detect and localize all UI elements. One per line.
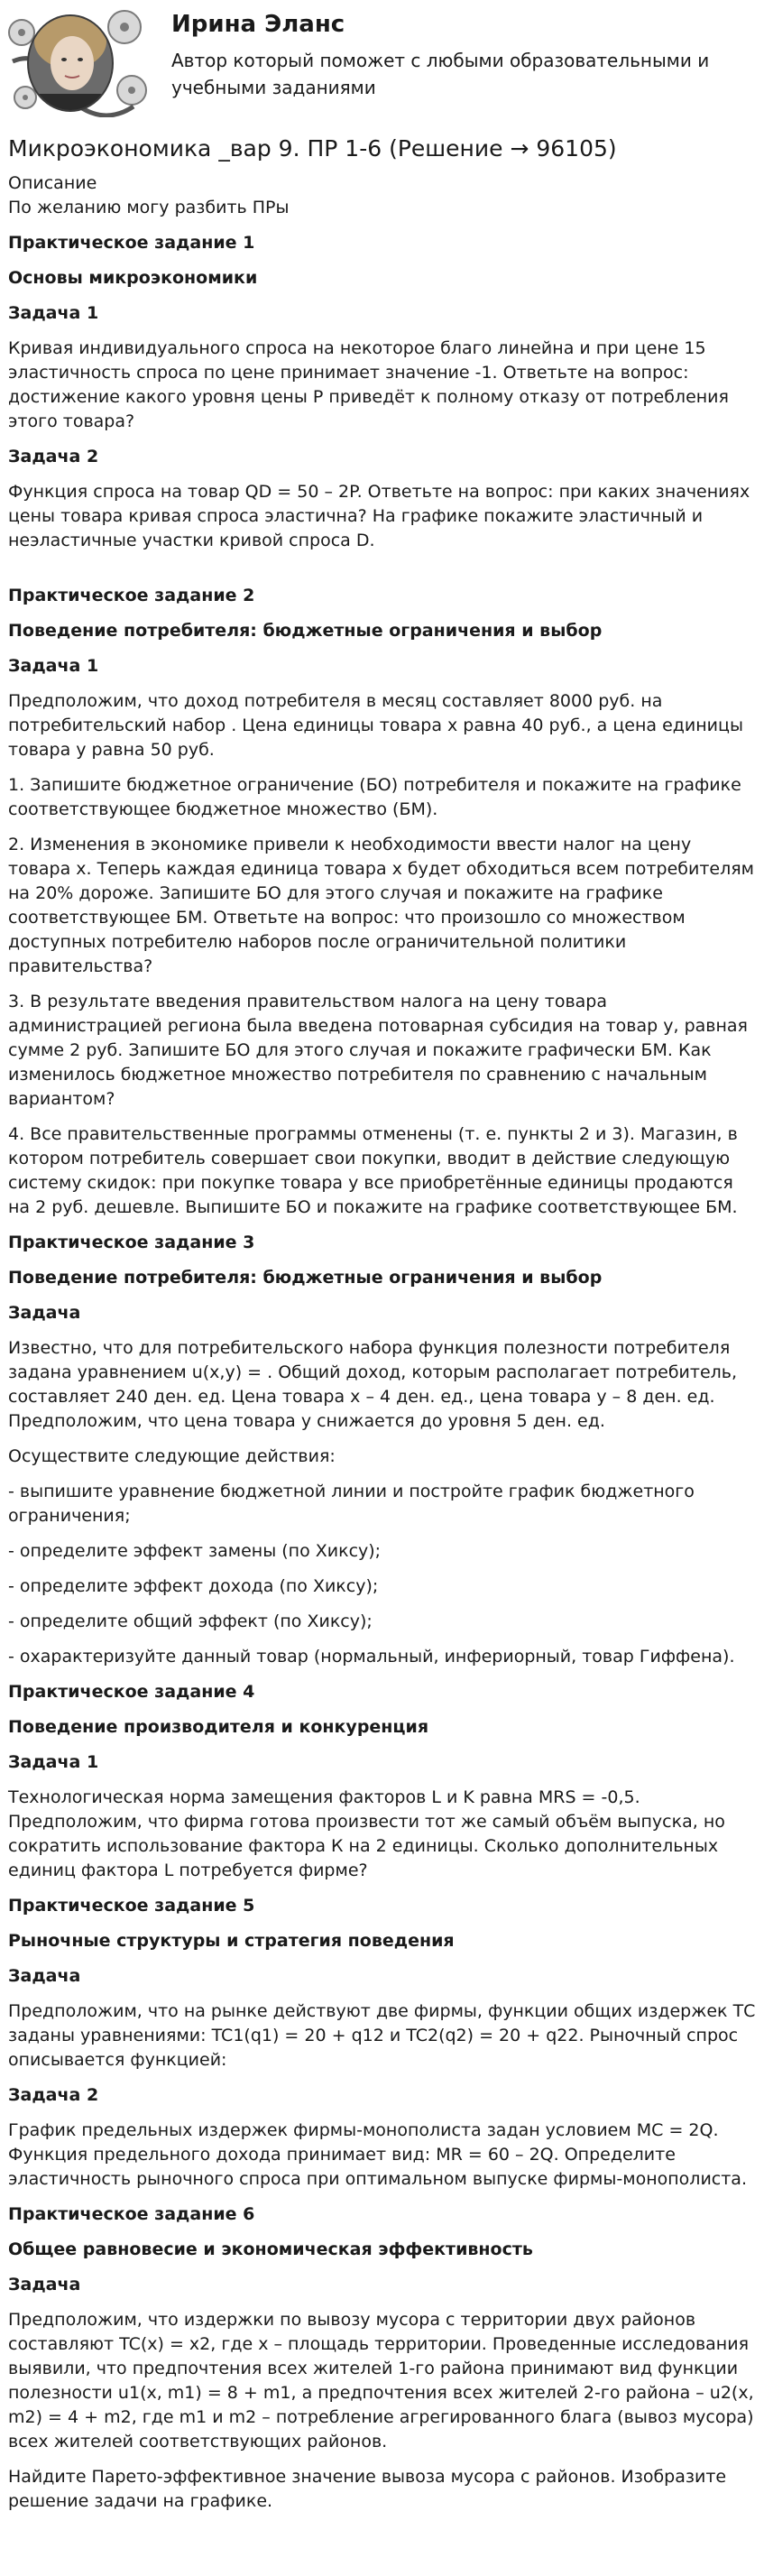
task-paragraph: График предельных издержек фирмы-монополиста задан условием MC = 2Q. Функция предельного дохода принимает вид: MR = 60 – 2Q. Определите эластичность рыночного спроса при оптимальном выпуске фирмы-монополиста. bbox=[8, 2120, 747, 2189]
section-heading: Задача bbox=[8, 2275, 81, 2294]
section-heading: Поведение потребителя: бюджетные ограничения и выбор bbox=[8, 1268, 603, 1288]
section-spacer bbox=[8, 564, 756, 584]
section-heading: Практическое задание 6 bbox=[8, 2204, 255, 2224]
avatar-image bbox=[7, 7, 150, 117]
task-paragraph: Технологическая норма замещения факторов L и K равна MRS = -0,5. Предположим, что фирма готова произвести тот же самый объём выпуска, но сократить использование фактора К на 2 единицы. Сколько дополнительных единиц фактора L потребуется фирме? bbox=[8, 1787, 725, 1880]
section-heading: Практическое задание 3 bbox=[8, 1233, 255, 1252]
section-heading: Основы микроэкономики bbox=[8, 268, 258, 288]
section-heading: Общее равновесие и экономическая эффективность bbox=[8, 2239, 533, 2259]
task-paragraph: Известно, что для потребительского набора функция полезности потребителя задана уравнением u(x,y) = . Общий доход, которым располагает потребитель, составляет 240 ден. ед. Цена товара х – 4 ден. ед., цена товара у – 8 ден. ед. Предположим, что цена товара у снижается до уровня 5 ден. ед. bbox=[8, 1338, 738, 1431]
author-description: Автор который поможет с любыми образовательными и учебными заданиями bbox=[171, 50, 710, 98]
section-heading: Задача 2 bbox=[8, 447, 99, 466]
section-heading: Задача bbox=[8, 1303, 81, 1323]
task-paragraph: Функция спроса на товар QD = 50 – 2P. Ответьте на вопрос: при каких значениях цены товара кривая спроса эластична? На графике покажите эластичный и неэластичные участки кривой спроса D. bbox=[8, 482, 750, 550]
task-paragraph: Кривая индивидуального спроса на некоторое благо линейна и при цене 15 эластичность спроса по цене принимает значение -1. Ответьте на вопрос: достижение какого уровня цены Р приведёт к полному отказу от потребления этого товара? bbox=[8, 338, 729, 431]
task-paragraph: Осуществите следующие действия: bbox=[8, 1446, 336, 1466]
task-paragraph: Предположим, что на рынке действуют две фирмы, функции общих издержек ТС заданы уравнениями: TC1(q1) = 20 + q12 и TC2(q2) = 20 + q22. Рыночный спрос описывается функцией: bbox=[8, 2001, 756, 2070]
task-paragraph: 4. Все правительственные программы отменены (т. е. пункты 2 и 3). Магазин, в котором потребитель совершает свои покупки, вводит в действие следующую систему скидок: при покупке товара у все приобретённые единицы продаются на 2 руб. дешевле. Выпишите БО и покажите на графике соответствующее БМ. bbox=[8, 1124, 738, 1217]
section-heading: Задача 1 bbox=[8, 656, 99, 676]
author-info bbox=[171, 7, 713, 101]
section-heading: Практическое задание 4 bbox=[8, 1682, 255, 1702]
task-paragraph: - охарактеризуйте данный товар (нормальный, инфериорный, товар Гиффена). bbox=[8, 1647, 735, 1667]
section-heading: Рыночные структуры и стратегия поведения bbox=[8, 1931, 455, 1951]
section-heading: Поведение производителя и конкуренция bbox=[8, 1717, 429, 1737]
author-header bbox=[0, 0, 764, 125]
task-paragraph: - выпишите уравнение бюджетной линии и постройте график бюджетного ограничения; bbox=[8, 1482, 695, 1526]
section-heading: Поведение потребителя: бюджетные ограничения и выбор bbox=[8, 621, 603, 641]
task-paragraph: Предположим, что издержки по вывозу мусора с территории двух районов составляют TC(x) = x2, где х – площадь территории. Проведенные исследования выявили, что предпочтения всех жителей 1-го района принимают вид функции полезности u1(x, m1) = 8 + m1, а предпочтения всех жителей 2-го района – u2(x, m2) = 4 + m2, где m1 и m2 – потребление агрегированного блага (вывоз мусора) всех жителей соответствующих районов. bbox=[8, 2310, 754, 2451]
task-paragraph: - определите общий эффект (по Хиксу); bbox=[8, 1611, 373, 1631]
task-paragraph: 2. Изменения в экономике привели к необходимости ввести налог на цену товара х. Теперь каждая единица товара х будет обходиться всем потребителям на 20% дороже. Запишите БО для этого случая и покажите на графике соответствующее БМ. Ответьте на вопрос: что произошло со множеством доступных потребителю наборов после ограничительной политики правительства? bbox=[8, 835, 754, 976]
task-paragraph: - определите эффект дохода (по Хиксу); bbox=[8, 1576, 379, 1596]
document-title: Микроэкономика _вар 9. ПР 1-6 (Решение → 96105) bbox=[8, 135, 617, 162]
description-label: Описание bbox=[8, 173, 97, 193]
task-paragraph: Предположим, что доход потребителя в месяц составляет 8000 руб. на потребительский набор . Цена единицы товара х равна 40 руб., а цена единицы товара у равна 50 руб. bbox=[8, 691, 743, 760]
author-avatar[interactable] bbox=[7, 7, 150, 117]
task-paragraph: - определите эффект замены (по Хиксу); bbox=[8, 1541, 382, 1561]
section-heading: Задача 1 bbox=[8, 1752, 99, 1772]
section-heading: Практическое задание 2 bbox=[8, 586, 255, 605]
task-paragraph: 1. Запишите бюджетное ограничение (БО) потребителя и покажите на графике соответствующее бюджетное множество (БМ). bbox=[8, 775, 741, 819]
author-name[interactable]: Ирина Эланс bbox=[171, 11, 345, 38]
section-heading: Практическое задание 1 bbox=[8, 233, 255, 253]
section-heading: Практическое задание 5 bbox=[8, 1896, 255, 1916]
description-note: По желанию могу разбить ПРы bbox=[8, 198, 290, 217]
task-paragraph: 3. В результате введения правительством налога на цену товара администрацией региона была введена потоварная субсидия на товар у, равная сумме 2 руб. Запишите БО для этого случая и покажите графически БМ. Как изменилось бюджетное множество потребителя по сравнению с начальным вариантом? bbox=[8, 992, 748, 1109]
task-paragraph: Найдите Парето-эффективное значение вывоза мусора с районов. Изобразите решение задачи на графике. bbox=[8, 2467, 727, 2511]
section-heading: Задача 2 bbox=[8, 2085, 99, 2105]
document-content bbox=[0, 134, 764, 2514]
task-list bbox=[8, 231, 756, 2514]
section-heading: Задача 1 bbox=[8, 303, 99, 323]
section-heading: Задача bbox=[8, 1966, 81, 1986]
